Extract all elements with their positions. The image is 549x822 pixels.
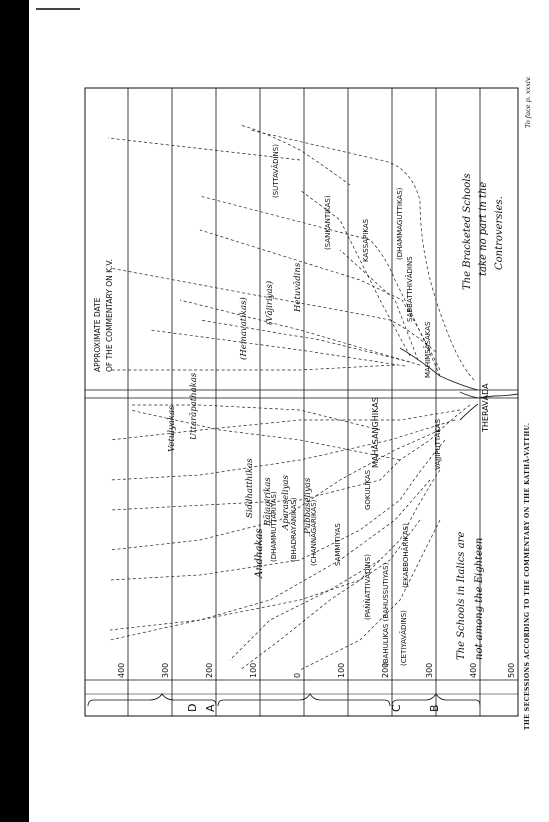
tick-2: 200: [205, 662, 214, 678]
plate-caption: THE SECESSIONS ACCORDING TO THE COMMENTARY ON THE KATHĀ-VATTHU.: [524, 422, 531, 730]
tick-6: 200: [381, 662, 390, 678]
scale-ticks: [117, 663, 516, 678]
school-uttarapathakas: Uttarāpathakas: [189, 372, 199, 440]
notes-italics: [456, 532, 485, 660]
date-header: [93, 259, 114, 372]
school-mahasanghikas: MAHĀSANGHIKAS: [371, 397, 380, 468]
mahimsasaka-stem: [400, 348, 478, 390]
dashed-branches: [108, 125, 474, 670]
note-italics-line-2: not among the Eighteen: [474, 537, 485, 660]
era-label-a: A: [204, 704, 217, 712]
school-dhammuttariyas: (DHAMMUTTARIYAS): [270, 491, 278, 562]
tick-1: 300: [161, 662, 170, 678]
era-label-b: B: [428, 704, 441, 712]
school-channagarikas: (CHANNĀGARIKAS): [310, 499, 318, 566]
school-gokulikas: GOKULIKAS: [364, 469, 372, 510]
tick-5: 100: [337, 662, 346, 678]
era-label-c: C: [390, 704, 403, 712]
era-brackets: [88, 694, 480, 706]
school-suttavadins: (SUTTAVĀDINS): [272, 144, 280, 198]
school-hemavatikas: (Hemavatikas): [239, 297, 249, 360]
school-ekabboharikas: (EKABBOHĀRIKAS): [402, 523, 410, 588]
school-pubbaseliyas: Pubbaseliyas: [303, 477, 313, 534]
school-andhakas: Andhakas: [254, 528, 265, 578]
school-bhadrayanikas: (BHADRAYĀNIKAS): [290, 497, 298, 562]
school-hetuvadins: Hetuvādins: [293, 262, 303, 312]
school-vetulyakas: Vetulyakas: [167, 405, 177, 452]
school-vajjiputtakas: VAJJIPUTTAKAS: [434, 418, 442, 470]
era-labels: [186, 704, 441, 712]
caption-area: [522, 10, 542, 770]
school-kassapikas: KASSAPIKAS: [362, 218, 370, 262]
school-mahimsasakas: MAHIMSĀSAKAS: [424, 321, 432, 378]
note-italics-line-1: The Schools in Italics are: [456, 531, 467, 660]
diagram-frame: [85, 88, 518, 716]
school-siddhatthikas: Siddhatthikas: [245, 458, 255, 518]
vajjiputtaka-stem: [460, 404, 478, 420]
tick-7: 300: [425, 662, 434, 678]
tick-4: 0: [293, 672, 302, 678]
notes-bracketed: [462, 173, 505, 290]
tick-9: 500: [507, 662, 516, 678]
school-aparaseliyas: Aparaseliyas: [281, 475, 291, 530]
school-pannattivadins: (PAÑÑATTIVĀDINS): [364, 554, 372, 620]
school-rajagirikas: Rājagirikas: [263, 477, 273, 526]
tick-0: 400: [117, 662, 126, 678]
school-sankantikas: (SANKANTIKAS): [324, 195, 332, 250]
root-theravada: THERAVĀDA: [481, 383, 490, 432]
upper-italic-schools: [238, 262, 303, 360]
era-label-d: D: [186, 703, 199, 712]
school-vajiriyas: (Vājiriyas): [265, 280, 275, 325]
note-bracketed-line-3: Controversies.: [494, 196, 505, 270]
school-sammitiyas: SAMMITIYAS: [334, 523, 342, 566]
date-label-line-2: OF THE COMMENTARY ON K.V.: [105, 259, 114, 372]
school-cetiyavadins: (CETIYAVĀDINS): [400, 610, 408, 666]
note-bracketed-line-2: take no part in the: [478, 181, 489, 276]
school-bahulikas: (BAHULIKAS (BAHUSSUTIYAS): [382, 562, 390, 666]
note-bracketed-line-1: The Bracketed Schools: [462, 173, 473, 290]
tick-8: 400: [469, 662, 478, 678]
school-sabbatthivadins: SABBATTHIVĀDINS: [406, 256, 414, 322]
school-dhammaguttikas: (DHAMMAGUTTIKAS): [396, 187, 404, 260]
tick-3: 100: [249, 662, 258, 678]
date-label-line-1: APPROXIMATE DATE: [93, 297, 102, 372]
page-note: To face p. xxxiv.: [524, 76, 532, 128]
